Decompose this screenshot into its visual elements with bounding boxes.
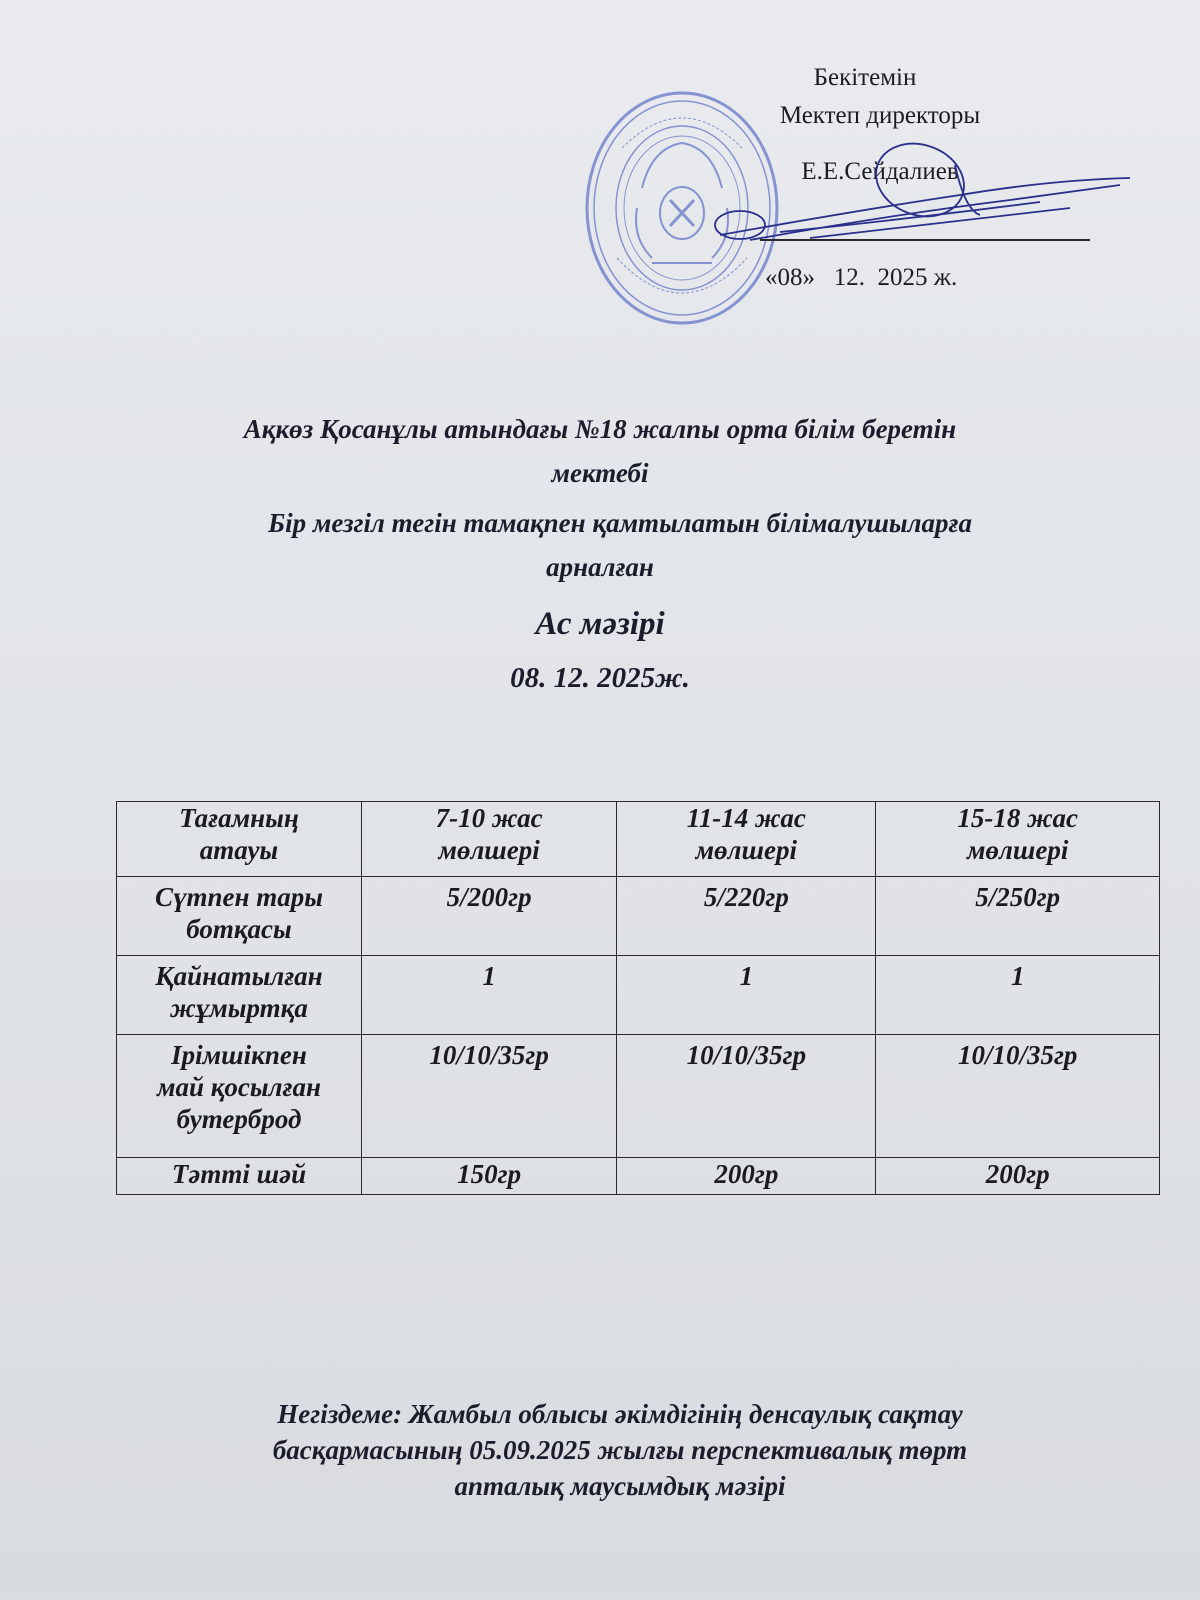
portion-7-10: 10/10/35гр: [361, 1035, 616, 1158]
menu-date: 08. 12. 2025ж.: [510, 662, 690, 694]
header-dish-name: Тағамның атауы: [117, 802, 362, 877]
approval-position: Мектеп директоры: [779, 102, 981, 129]
approval-title: Бекітемін: [813, 64, 917, 91]
portion-11-14: 200гр: [617, 1158, 876, 1195]
portion-11-14: 5/220гр: [617, 877, 876, 956]
subtitle-line2: арналған: [546, 552, 654, 582]
table-header-row: [117, 802, 1160, 877]
subtitle-line1: Бір мезгіл тегін тамақпен қамтылатын білімалушыларға: [267, 508, 972, 538]
menu-table: [116, 801, 1160, 1195]
portion-7-10: 150гр: [361, 1158, 616, 1195]
header-age-11-14: 11-14 жас мөлшері: [617, 802, 876, 877]
menu-title: Ас мәзірі: [535, 606, 665, 642]
dish-name: Ірімшікпен май қосылған бутерброд: [117, 1035, 362, 1158]
school-name-line2: мектебі: [551, 458, 649, 488]
portion-11-14: 1: [617, 956, 876, 1035]
table-row: [117, 1035, 1160, 1158]
table-row: [117, 956, 1160, 1035]
approval-date: «08» 12. 2025 ж.: [765, 264, 958, 291]
basis-note: [160, 1396, 1080, 1504]
dish-name: Қайнатылған жұмыртқа: [117, 956, 362, 1035]
school-name-line1: Ақкөз Қосанұлы атындағы №18 жалпы орта білім беретін: [243, 414, 957, 444]
header-age-7-10: 7-10 жас мөлшері: [361, 802, 616, 877]
basis-line3: апталық маусымдық мәзірі: [454, 1471, 786, 1501]
portion-15-18: 200гр: [876, 1158, 1160, 1195]
basis-line2: басқармасының 05.09.2025 жылғы перспективалық төрт: [272, 1435, 968, 1465]
portion-11-14: 10/10/35гр: [617, 1035, 876, 1158]
director-name: Е.Е.Сейдалиев: [801, 158, 959, 185]
table-row: [117, 1158, 1160, 1195]
dish-name: Тәтті шәй: [117, 1158, 362, 1195]
portion-15-18: 5/250гр: [876, 877, 1160, 956]
dish-name: Сүтпен тары ботқасы: [117, 877, 362, 956]
basis-line1: Негіздеме: Жамбыл облысы әкімдігінің денсаулық сақтау: [277, 1399, 963, 1429]
table-row: [117, 877, 1160, 956]
portion-15-18: 1: [876, 956, 1160, 1035]
header-age-15-18: 15-18 жас мөлшері: [876, 802, 1160, 877]
portion-15-18: 10/10/35гр: [876, 1035, 1160, 1158]
portion-7-10: 5/200гр: [361, 877, 616, 956]
director-signature: [710, 140, 1130, 260]
portion-7-10: 1: [361, 956, 616, 1035]
